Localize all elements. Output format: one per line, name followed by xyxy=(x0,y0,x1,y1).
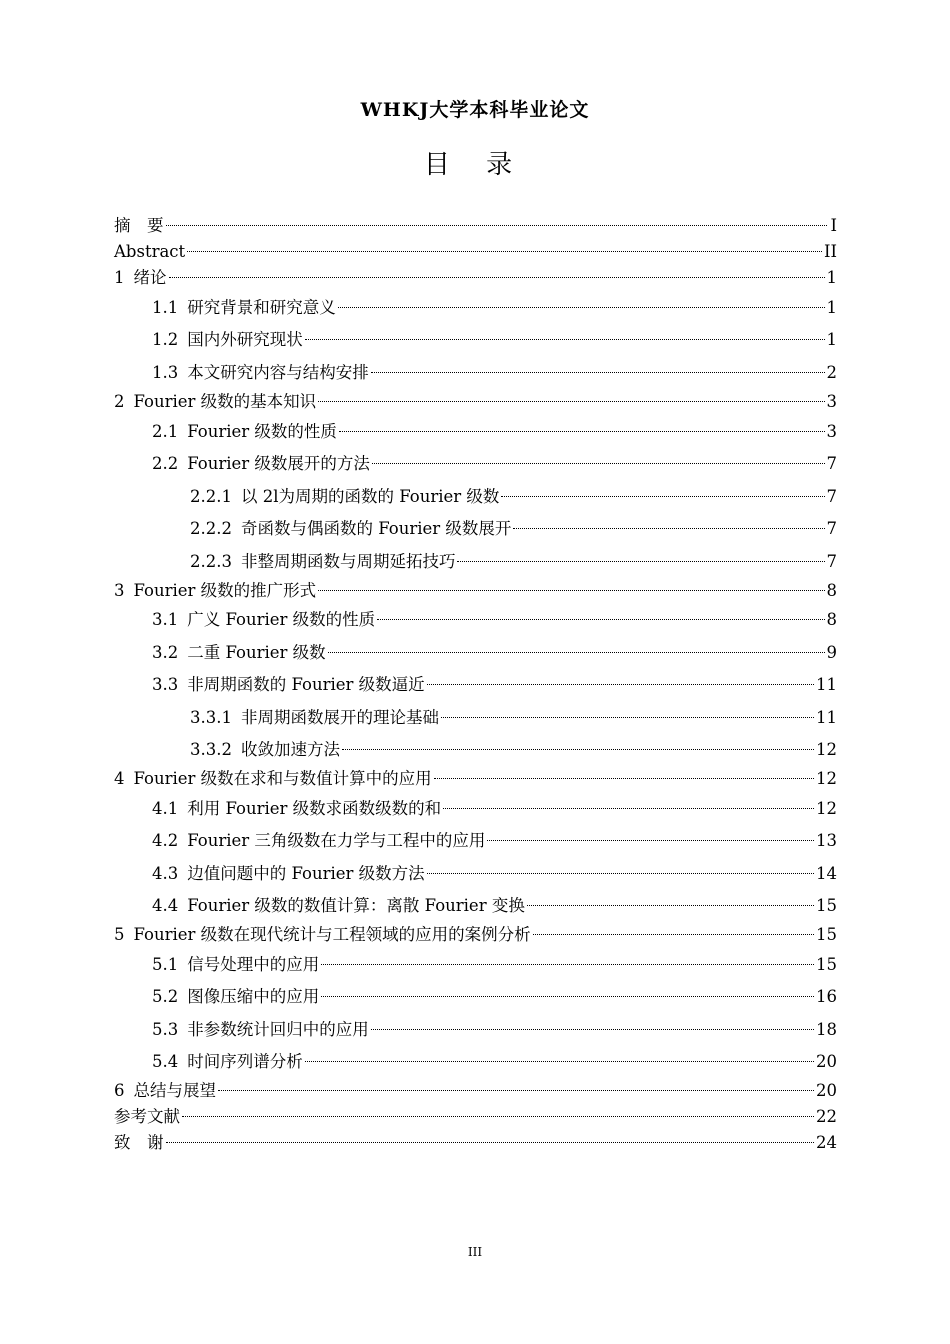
page-number: III xyxy=(467,1245,483,1259)
toc-entry-page: 1 xyxy=(826,330,837,349)
toc-dot-leader xyxy=(487,839,814,841)
toc-entry[interactable] xyxy=(114,452,837,476)
toc-entry-label: Fourier 级数的数值计算：离散 Fourier 变换 xyxy=(187,896,525,915)
toc-entry-label: Fourier 级数的推广形式 xyxy=(133,581,317,600)
toc-entry[interactable] xyxy=(114,579,837,603)
toc-entry-label: 非整周期函数与周期延拓技巧 xyxy=(240,552,456,571)
toc-entry-page: II xyxy=(823,242,837,261)
toc-entry-page: 3 xyxy=(826,422,837,441)
toc-dot-leader xyxy=(338,306,825,308)
toc-entry-number: 4.2 xyxy=(152,831,179,850)
toc-entry-label: 图像压缩中的应用 xyxy=(187,987,320,1006)
toc-entry-page: 12 xyxy=(816,799,837,818)
toc-entry-label: Fourier 级数在求和与数值计算中的应用 xyxy=(133,769,432,788)
toc-dot-leader xyxy=(328,651,825,653)
toc-entry[interactable] xyxy=(114,328,837,352)
toc-entry-label: 信号处理中的应用 xyxy=(187,955,320,974)
toc-entry-number: 2.2 xyxy=(152,454,179,473)
toc-entry[interactable] xyxy=(114,361,837,385)
toc-entry-number: 5.1 xyxy=(152,955,179,974)
toc-entry[interactable] xyxy=(114,296,837,320)
toc-entry-number: 4.4 xyxy=(152,896,179,915)
toc-entry-number: 3 xyxy=(114,581,125,600)
toc-entry-number: 5 xyxy=(114,925,125,944)
toc-entry-label: 非周期函数展开的理论基础 xyxy=(240,708,439,727)
toc-entry-page: 7 xyxy=(826,454,837,473)
toc-dot-leader xyxy=(371,1028,814,1030)
toc-entry-page: 7 xyxy=(826,487,837,506)
toc-entry-label: Fourier 级数展开的方法 xyxy=(187,454,370,473)
toc-entry-label: 非参数统计回归中的应用 xyxy=(187,1020,369,1039)
toc-entry-label: Fourier 级数在现代统计与工程领域的应用的案例分析 xyxy=(133,925,531,944)
toc-dot-leader xyxy=(527,904,814,906)
toc-entry-number: 3.3.1 xyxy=(190,708,232,727)
toc-entry-page: 22 xyxy=(816,1107,837,1126)
toc-entry[interactable] xyxy=(114,1050,837,1074)
toc-entry-number: 2.1 xyxy=(152,422,179,441)
toc-entry-page: 7 xyxy=(826,552,837,571)
toc-entry-label: 奇函数与偶函数的 Fourier 级数展开 xyxy=(240,519,512,538)
toc-entry[interactable] xyxy=(114,550,837,574)
toc-entry[interactable] xyxy=(114,420,837,444)
toc-entry-page: 14 xyxy=(816,864,837,883)
toc-entry-number: 3.3.2 xyxy=(190,740,232,759)
toc-title: 目 录 xyxy=(423,150,527,180)
toc-entry-page: 15 xyxy=(816,955,837,974)
toc-entry-page: 11 xyxy=(816,675,837,694)
toc-entry-label: 国内外研究现状 xyxy=(187,330,303,349)
toc-dot-leader xyxy=(441,716,814,718)
toc-dot-leader xyxy=(434,777,814,779)
toc-entry[interactable] xyxy=(114,390,837,414)
toc-entry[interactable] xyxy=(114,953,837,977)
toc-dot-leader xyxy=(371,371,825,373)
toc-entry-page: 7 xyxy=(826,519,837,538)
toc-entry-page: 24 xyxy=(816,1133,837,1152)
document-header: WHKJ大学本科毕业论文 xyxy=(360,99,590,121)
toc-dot-leader xyxy=(513,527,824,529)
toc-entry-label: 利用 Fourier 级数求函数级数的和 xyxy=(187,799,442,818)
toc-dot-leader xyxy=(305,338,825,340)
toc-entry-number: 1 xyxy=(114,268,125,287)
toc-entry-number: 4.3 xyxy=(152,864,179,883)
toc-entry-page: 20 xyxy=(816,1052,837,1071)
toc-dot-leader xyxy=(321,995,814,997)
toc-entry-page: 18 xyxy=(816,1020,837,1039)
toc-entry[interactable] xyxy=(114,1018,837,1042)
toc-entry[interactable] xyxy=(114,240,837,264)
toc-entry-label: 广义 Fourier 级数的性质 xyxy=(187,610,376,629)
toc-entry-number: 3.3 xyxy=(152,675,179,694)
toc-dot-leader xyxy=(457,560,824,562)
toc-entry[interactable] xyxy=(114,862,837,886)
toc-entry-page: 8 xyxy=(826,610,837,629)
toc-entry-label: 研究背景和研究意义 xyxy=(187,298,336,317)
toc-entry[interactable] xyxy=(114,214,837,238)
toc-dot-leader xyxy=(372,462,825,464)
toc-entry-number: 3.2 xyxy=(152,643,179,662)
toc-entry[interactable] xyxy=(114,641,837,665)
toc-entry-page: 20 xyxy=(816,1081,837,1100)
toc-entry[interactable] xyxy=(114,517,837,541)
toc-dot-leader xyxy=(305,1060,814,1062)
toc-dot-leader xyxy=(187,250,822,252)
toc-entry[interactable] xyxy=(114,1079,837,1103)
toc-entry-label: 摘 要 xyxy=(114,216,164,235)
toc-entry-page: 3 xyxy=(826,392,837,411)
toc-dot-leader xyxy=(427,872,814,874)
toc-entry-label: Fourier 三角级数在力学与工程中的应用 xyxy=(187,831,486,850)
toc-entry-page: 11 xyxy=(816,708,837,727)
toc-entry-page: 15 xyxy=(816,925,837,944)
toc-entry-number: 2 xyxy=(114,392,125,411)
toc-dot-leader xyxy=(342,748,814,750)
toc-entry[interactable] xyxy=(114,1131,837,1155)
toc-entry[interactable] xyxy=(114,1105,837,1129)
toc-dot-leader xyxy=(321,963,814,965)
toc-entry[interactable] xyxy=(114,829,837,853)
toc-dot-leader xyxy=(182,1115,814,1117)
toc-dot-leader xyxy=(169,276,825,278)
toc-entry[interactable] xyxy=(114,985,837,1009)
toc-entry-label: 致 谢 xyxy=(114,1133,164,1152)
toc-entry-label: 绪论 xyxy=(133,268,167,287)
toc-entry-page: 12 xyxy=(816,740,837,759)
toc-entry-page: 2 xyxy=(826,363,837,382)
toc-dot-leader xyxy=(166,1141,815,1143)
toc-dot-leader xyxy=(427,683,814,685)
toc-entry-number: 2.2.2 xyxy=(190,519,232,538)
toc-entry-number: 1.1 xyxy=(152,298,179,317)
toc-entry-page: 9 xyxy=(826,643,837,662)
toc-entry-page: 12 xyxy=(816,769,837,788)
toc-entry-page: 1 xyxy=(826,268,837,287)
toc-entry-label: Fourier 级数的性质 xyxy=(187,422,337,441)
toc-entry[interactable] xyxy=(114,673,837,697)
toc-dot-leader xyxy=(218,1089,814,1091)
toc-entry-label: 时间序列谱分析 xyxy=(187,1052,303,1071)
toc-entry-page: 8 xyxy=(826,581,837,600)
toc-entry[interactable] xyxy=(114,266,837,290)
toc-entry[interactable] xyxy=(114,894,837,918)
toc-entry-label: Fourier 级数的基本知识 xyxy=(133,392,317,411)
toc-entry-number: 5.3 xyxy=(152,1020,179,1039)
toc-entry-number: 6 xyxy=(114,1081,125,1100)
toc-entry[interactable] xyxy=(114,797,837,821)
toc-dot-leader xyxy=(166,224,828,226)
toc-entry-label: 本文研究内容与结构安排 xyxy=(187,363,369,382)
toc-entry-label: 非周期函数的 Fourier 级数逼近 xyxy=(187,675,425,694)
toc-entry-page: 16 xyxy=(816,987,837,1006)
toc-entry-number: 2.2.3 xyxy=(190,552,232,571)
toc-dot-leader xyxy=(501,495,824,497)
toc-entry-page: 15 xyxy=(816,896,837,915)
toc-entry[interactable] xyxy=(114,738,837,762)
toc-entry-number: 3.1 xyxy=(152,610,179,629)
toc-entry-page: 13 xyxy=(816,831,837,850)
toc-dot-leader xyxy=(318,589,824,591)
toc-entry-label: 二重 Fourier 级数 xyxy=(187,643,326,662)
toc-entry-label: 收敛加速方法 xyxy=(240,740,340,759)
toc-entry-page: 1 xyxy=(826,298,837,317)
toc-entry[interactable] xyxy=(114,485,837,509)
toc-entry[interactable] xyxy=(114,923,837,947)
toc-entry-number: 5.2 xyxy=(152,987,179,1006)
toc-entry-page: I xyxy=(830,216,837,235)
toc-dot-leader xyxy=(533,933,814,935)
toc-entry-label: 总结与展望 xyxy=(133,1081,216,1100)
toc-entry-number: 4.1 xyxy=(152,799,179,818)
toc-entry-label: 以 2l为周期的函数的 Fourier 级数 xyxy=(240,487,500,506)
toc-dot-leader xyxy=(443,807,814,809)
toc-entry-number: 1.2 xyxy=(152,330,179,349)
toc-entry[interactable] xyxy=(114,608,837,632)
toc-entry-label: 边值问题中的 Fourier 级数方法 xyxy=(187,864,425,883)
toc-entry[interactable] xyxy=(114,706,837,730)
toc-entry-label: Abstract xyxy=(114,242,186,261)
toc-entry[interactable] xyxy=(114,767,837,791)
toc-entry-number: 4 xyxy=(114,769,125,788)
toc-entry-number: 2.2.1 xyxy=(190,487,232,506)
toc-entry-number: 1.3 xyxy=(152,363,179,382)
toc-dot-leader xyxy=(377,618,824,620)
toc-entry-label: 参考文献 xyxy=(114,1107,180,1126)
toc-dot-leader xyxy=(339,430,825,432)
toc-entry-number: 5.4 xyxy=(152,1052,179,1071)
toc-dot-leader xyxy=(318,400,824,402)
